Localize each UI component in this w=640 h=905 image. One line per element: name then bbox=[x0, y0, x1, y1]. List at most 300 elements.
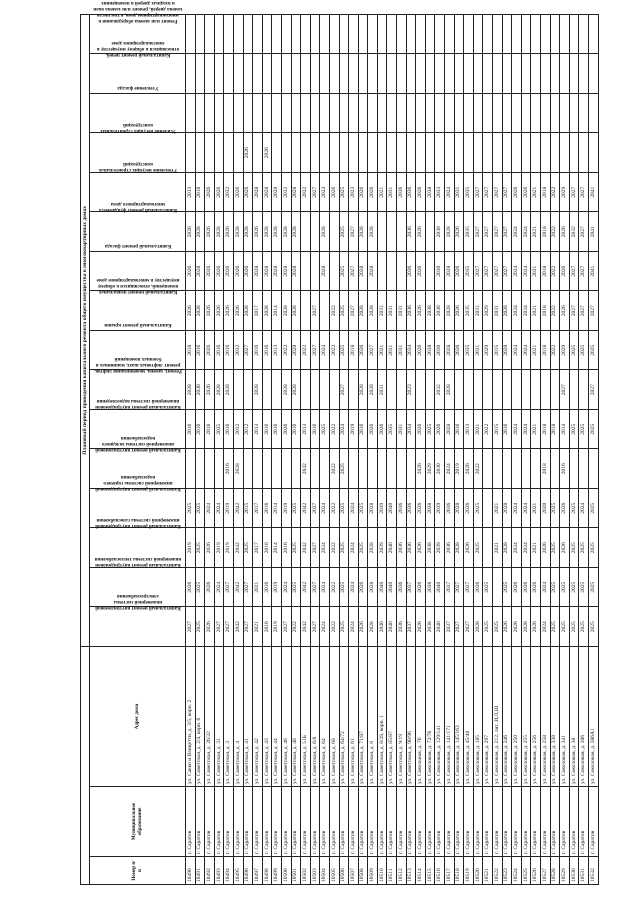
row-year-cell: 2027 bbox=[214, 607, 224, 647]
table-row bbox=[224, 14, 234, 884]
row-year-cell: 2024 bbox=[320, 488, 330, 528]
row-year-cell: 2019 bbox=[349, 409, 359, 449]
row-year-cell: 2039 bbox=[435, 528, 445, 568]
row-year-cell bbox=[339, 54, 349, 94]
row-number: 10516 bbox=[435, 857, 445, 885]
row-year-cell: 2025 bbox=[550, 567, 560, 607]
row-year-cell: 2024 bbox=[320, 567, 330, 607]
row-year-cell bbox=[329, 133, 339, 173]
header-work-label: Капитальный ремонт внутридомовой инженерной системы газоснабжения bbox=[94, 516, 181, 528]
row-year-cell: 2025 bbox=[502, 567, 512, 607]
row-year-cell bbox=[349, 14, 359, 54]
row-year-cell: 2021 bbox=[377, 330, 387, 370]
row-year-cell bbox=[186, 54, 196, 94]
row-year-cell bbox=[512, 93, 522, 133]
row-year-cell bbox=[339, 133, 349, 173]
row-municipality: г. Саратов bbox=[253, 787, 263, 857]
row-year-cell: 2025 bbox=[339, 212, 349, 252]
row-year-cell: 2027 bbox=[569, 172, 579, 212]
row-year-cell bbox=[473, 93, 483, 133]
row-year-cell: 2021 bbox=[377, 172, 387, 212]
row-year-cell bbox=[588, 133, 598, 173]
row-year-cell: 2025 bbox=[588, 409, 598, 449]
row-year-cell: 2027 bbox=[502, 172, 512, 212]
row-year-cell bbox=[445, 93, 455, 133]
row-number: 10491 bbox=[195, 857, 205, 885]
row-year-cell: 2040 bbox=[377, 607, 387, 647]
row-year-cell bbox=[397, 449, 407, 489]
row-number: 10508 bbox=[358, 857, 368, 885]
row-year-cell: 2024 bbox=[349, 528, 359, 568]
row-year-cell: 2021 bbox=[473, 409, 483, 449]
row-year-cell: 2027 bbox=[243, 607, 253, 647]
row-year-cell bbox=[329, 251, 339, 291]
row-year-cell: 2024 bbox=[512, 528, 522, 568]
row-year-cell: 2027 bbox=[349, 291, 359, 331]
row-year-cell bbox=[195, 93, 205, 133]
row-number: 10526 bbox=[531, 857, 541, 885]
row-number: 10493 bbox=[214, 857, 224, 885]
row-year-cell bbox=[301, 14, 311, 54]
row-year-cell: 2028 bbox=[262, 291, 272, 331]
row-year-cell: 2021 bbox=[531, 488, 541, 528]
row-address: ул. Соколовая, д. 45/40 bbox=[464, 646, 474, 786]
table-row bbox=[540, 14, 550, 884]
row-year-cell: 2016 bbox=[186, 409, 196, 449]
row-year-cell bbox=[445, 54, 455, 94]
row-address: ул. Советская, д. 3 bbox=[224, 646, 234, 786]
row-year-cell: 2030 bbox=[435, 291, 445, 331]
row-year-cell bbox=[358, 54, 368, 94]
row-year-cell: 2021 bbox=[531, 212, 541, 252]
row-year-cell: 2027 bbox=[186, 607, 196, 647]
row-year-cell: 2026 bbox=[521, 607, 531, 647]
row-year-cell: 2025 bbox=[579, 607, 589, 647]
row-address: ул. Соколовая, д. 256 bbox=[531, 646, 541, 786]
row-year-cell: 2026 bbox=[358, 172, 368, 212]
row-year-cell: 2019 bbox=[272, 607, 282, 647]
row-year-cell bbox=[588, 14, 598, 54]
table-row bbox=[349, 14, 359, 884]
row-year-cell: 2028 bbox=[291, 172, 301, 212]
table-row bbox=[493, 14, 503, 884]
row-year-cell bbox=[540, 93, 550, 133]
row-year-cell: 2027 bbox=[569, 291, 579, 331]
row-year-cell bbox=[569, 93, 579, 133]
row-year-cell: 2025 bbox=[588, 488, 598, 528]
row-year-cell: 2028 bbox=[502, 488, 512, 528]
row-year-cell: 2037 bbox=[406, 567, 416, 607]
row-year-cell bbox=[425, 212, 435, 252]
row-number: 10506 bbox=[339, 857, 349, 885]
row-address: ул. Советская, д. 44 bbox=[272, 646, 282, 786]
row-number: 10532 bbox=[588, 857, 598, 885]
row-year-cell: 2016 bbox=[195, 330, 205, 370]
row-year-cell bbox=[445, 14, 455, 54]
row-year-cell: 2028 bbox=[195, 291, 205, 331]
row-year-cell bbox=[272, 54, 282, 94]
row-address: ул. Соколовая, д. 145/163 bbox=[454, 646, 464, 786]
row-year-cell: 2028 bbox=[233, 449, 243, 489]
row-year-cell bbox=[195, 449, 205, 489]
row-address: ул. Соколовая, д. 341 bbox=[560, 646, 570, 786]
row-year-cell: 2026 bbox=[416, 291, 426, 331]
row-year-cell: 2027 bbox=[502, 212, 512, 252]
row-year-cell: 2027 bbox=[243, 330, 253, 370]
row-year-cell: 2031 bbox=[387, 291, 397, 331]
row-address: ул. Соколовая, д. 246 bbox=[502, 646, 512, 786]
row-year-cell: 2035 bbox=[464, 172, 474, 212]
row-year-cell: 2019 bbox=[214, 528, 224, 568]
row-year-cell: 2036 bbox=[397, 488, 407, 528]
header-work-label: Капитальный ремонт крыши bbox=[103, 322, 172, 328]
row-address: ул. Соколовая, д. 72/76 bbox=[425, 646, 435, 786]
row-year-cell: 2024 bbox=[521, 251, 531, 291]
row-address: ул. Советская, д. 42 bbox=[253, 646, 263, 786]
header-address: Адрес дома bbox=[90, 646, 186, 786]
row-year-cell: 2026 bbox=[205, 172, 215, 212]
row-year-cell: 2028 bbox=[445, 370, 455, 410]
row-year-cell bbox=[435, 14, 445, 54]
row-year-cell: 2038 bbox=[425, 567, 435, 607]
row-year-cell bbox=[387, 133, 397, 173]
rotated-table-container bbox=[80, 0, 605, 885]
row-address: ул. Советская, д. 61 bbox=[349, 646, 359, 786]
row-year-cell: 2024 bbox=[540, 607, 550, 647]
row-municipality: г. Саратов bbox=[301, 787, 311, 857]
row-year-cell: 2016 bbox=[272, 409, 282, 449]
row-year-cell: 2028 bbox=[281, 251, 291, 291]
row-year-cell: 2027 bbox=[579, 212, 589, 252]
row-year-cell bbox=[195, 54, 205, 94]
row-year-cell: 2040 bbox=[387, 488, 397, 528]
row-municipality: г. Саратов bbox=[435, 787, 445, 857]
row-municipality: г. Саратов bbox=[349, 787, 359, 857]
row-year-cell: 2024 bbox=[445, 449, 455, 489]
row-year-cell: 2024 bbox=[579, 488, 589, 528]
row-year-cell: 2027 bbox=[588, 370, 598, 410]
row-year-cell bbox=[329, 212, 339, 252]
row-year-cell bbox=[224, 133, 234, 173]
row-address: ул. Соколовая, д. 255 bbox=[521, 646, 531, 786]
row-year-cell: 2035 bbox=[464, 212, 474, 252]
row-year-cell: 2027 bbox=[310, 607, 320, 647]
row-municipality: г. Саратов bbox=[272, 787, 282, 857]
row-year-cell: 2028 bbox=[272, 172, 282, 212]
row-year-cell bbox=[406, 93, 416, 133]
row-year-cell: 2042 bbox=[301, 607, 311, 647]
row-year-cell: 2016 bbox=[224, 449, 234, 489]
row-year-cell: 2024 bbox=[349, 488, 359, 528]
row-year-cell: 2027 bbox=[569, 251, 579, 291]
row-year-cell: 2016 bbox=[224, 330, 234, 370]
row-year-cell: 2024 bbox=[521, 409, 531, 449]
table-row bbox=[464, 14, 474, 884]
row-year-cell: 2032 bbox=[281, 172, 291, 212]
row-year-cell: 2026 bbox=[205, 291, 215, 331]
header-work-label: Капитальный ремонт печей, относящихся к общему имуществу в многоквартирном доме bbox=[96, 39, 179, 57]
row-number: 10531 bbox=[579, 857, 589, 885]
row-year-cell: 2042 bbox=[233, 567, 243, 607]
row-year-cell: 2028 bbox=[445, 251, 455, 291]
row-municipality: г. Саратов bbox=[205, 787, 215, 857]
row-year-cell: 2037 bbox=[406, 607, 416, 647]
row-year-cell bbox=[387, 14, 397, 54]
table-row bbox=[368, 14, 378, 884]
row-number: 10510 bbox=[377, 857, 387, 885]
row-year-cell: 2016 bbox=[195, 409, 205, 449]
row-year-cell: 2018 bbox=[186, 330, 196, 370]
row-year-cell bbox=[291, 133, 301, 173]
row-year-cell: 2028 bbox=[262, 172, 272, 212]
row-year-cell: 2024 bbox=[320, 607, 330, 647]
row-year-cell: 2036 bbox=[406, 172, 416, 212]
row-municipality: г. Саратов bbox=[214, 787, 224, 857]
row-year-cell bbox=[301, 133, 311, 173]
row-year-cell: 2027 bbox=[579, 251, 589, 291]
header-work-label: Ремонт, замена, модернизация лифтов, ремонт лифтовых шахт, машинных и блочных помещений bbox=[93, 355, 182, 373]
row-year-cell: 2021 bbox=[531, 330, 541, 370]
row-number: 10521 bbox=[483, 857, 493, 885]
row-municipality: г. Саратов bbox=[540, 787, 550, 857]
row-year-cell bbox=[358, 93, 368, 133]
row-year-cell: 2027 bbox=[493, 251, 503, 291]
row-year-cell: 2041 bbox=[588, 251, 598, 291]
row-year-cell bbox=[377, 133, 387, 173]
row-year-cell bbox=[531, 93, 541, 133]
row-year-cell: 2016 bbox=[560, 449, 570, 489]
row-year-cell: 2025 bbox=[588, 607, 598, 647]
row-address: ул. Советская, д. 51Б bbox=[301, 646, 311, 786]
row-year-cell bbox=[301, 291, 311, 331]
row-year-cell bbox=[464, 370, 474, 410]
row-year-cell: 2021 bbox=[531, 409, 541, 449]
row-municipality: г. Саратов bbox=[310, 787, 320, 857]
row-year-cell: 2022 bbox=[550, 251, 560, 291]
row-year-cell bbox=[186, 449, 196, 489]
row-number: 10500 bbox=[281, 857, 291, 885]
row-address: ул. Советская, д. 85/87 bbox=[387, 646, 397, 786]
row-year-cell: 2027 bbox=[310, 528, 320, 568]
row-address: ул. Сакко и Ванцетти, д. 3/5, корп. 2 bbox=[186, 646, 196, 786]
row-year-cell bbox=[483, 93, 493, 133]
row-address: ул. Сокольная, д. 76 bbox=[416, 646, 426, 786]
row-municipality: г. Саратов bbox=[464, 787, 474, 857]
row-year-cell bbox=[579, 54, 589, 94]
row-year-cell bbox=[473, 54, 483, 94]
row-year-cell: 2028 bbox=[320, 212, 330, 252]
row-year-cell bbox=[281, 133, 291, 173]
header-work-0 bbox=[90, 592, 186, 647]
header-work-label: Капитальный ремонт внутридомовой инженерной системы водоотведения bbox=[94, 398, 181, 410]
group-header: Плановый период проведения капитального ремонта общего имущества в многоквартирных домах bbox=[81, 14, 90, 646]
row-year-cell: 2022 bbox=[329, 291, 339, 331]
row-year-cell: 2028 bbox=[502, 291, 512, 331]
row-year-cell: 2027 bbox=[560, 370, 570, 410]
row-address: ул. Соколовая, д. 258 bbox=[540, 646, 550, 786]
row-year-cell: 2026 bbox=[454, 291, 464, 331]
row-year-cell bbox=[349, 133, 359, 173]
row-municipality: г. Саратов bbox=[512, 787, 522, 857]
header-work-label: Капитальный ремонт внутридомовой инженерной системы горячего водоснабжения bbox=[94, 474, 181, 492]
row-year-cell: 2039 bbox=[435, 488, 445, 528]
row-year-cell: 2033 bbox=[435, 172, 445, 212]
row-year-cell bbox=[329, 93, 339, 133]
row-year-cell: 2042 bbox=[233, 488, 243, 528]
row-year-cell: 2028 bbox=[262, 251, 272, 291]
header-work-label: Утепление фасада bbox=[116, 85, 159, 91]
row-year-cell bbox=[214, 449, 224, 489]
row-year-cell bbox=[540, 133, 550, 173]
row-year-cell: 2016 bbox=[262, 409, 272, 449]
row-number: 10504 bbox=[320, 857, 330, 885]
row-year-cell: 2025 bbox=[425, 409, 435, 449]
row-address: ул. Советская, д. 31 bbox=[214, 646, 224, 786]
row-year-cell bbox=[425, 251, 435, 291]
table-row bbox=[550, 14, 560, 884]
row-year-cell: 2025 bbox=[550, 607, 560, 647]
row-year-cell: 2025 bbox=[195, 528, 205, 568]
row-year-cell: 2040 bbox=[435, 607, 445, 647]
row-year-cell: 2026 bbox=[521, 567, 531, 607]
row-year-cell: 2027 bbox=[454, 607, 464, 647]
row-year-cell: 2039 bbox=[377, 488, 387, 528]
row-year-cell: 2022 bbox=[329, 449, 339, 489]
table-row bbox=[339, 14, 349, 884]
row-number: 10509 bbox=[368, 857, 378, 885]
row-year-cell: 2010 bbox=[253, 330, 263, 370]
row-year-cell bbox=[320, 14, 330, 54]
row-year-cell: 2016 bbox=[262, 330, 272, 370]
row-year-cell bbox=[387, 54, 397, 94]
row-year-cell bbox=[540, 14, 550, 54]
row-year-cell: 2025 bbox=[588, 528, 598, 568]
row-year-cell bbox=[387, 93, 397, 133]
row-year-cell: 2028 bbox=[291, 370, 301, 410]
row-year-cell: 2027 bbox=[464, 567, 474, 607]
row-year-cell: 2026 bbox=[560, 291, 570, 331]
row-year-cell bbox=[224, 14, 234, 54]
row-year-cell: 2027 bbox=[493, 212, 503, 252]
row-number: 10514 bbox=[416, 857, 426, 885]
header-work-label: Капитальный ремонт подвальных помещений, относящихся к общему имуществу в многоквартирном доме bbox=[95, 276, 180, 294]
row-year-cell bbox=[435, 54, 445, 94]
row-year-cell bbox=[397, 54, 407, 94]
row-year-cell: 2027 bbox=[483, 251, 493, 291]
row-year-cell: 2024 bbox=[320, 172, 330, 212]
row-year-cell bbox=[397, 133, 407, 173]
row-year-cell bbox=[339, 93, 349, 133]
row-number: 10518 bbox=[454, 857, 464, 885]
row-year-cell: 2024 bbox=[540, 567, 550, 607]
row-year-cell bbox=[569, 133, 579, 173]
row-address: ул. Соколовая, д. 338 bbox=[550, 646, 560, 786]
row-year-cell: 2026 bbox=[512, 567, 522, 607]
row-year-cell: 2028 bbox=[368, 370, 378, 410]
row-year-cell: 2026 bbox=[416, 212, 426, 252]
row-year-cell: 2026 bbox=[560, 528, 570, 568]
row-year-cell: 2013 bbox=[464, 409, 474, 449]
row-year-cell: 2026 bbox=[281, 409, 291, 449]
row-year-cell: 2018 bbox=[540, 251, 550, 291]
row-year-cell: 2037 bbox=[445, 607, 455, 647]
row-year-cell: 2026 bbox=[224, 291, 234, 331]
row-year-cell bbox=[502, 133, 512, 173]
row-year-cell bbox=[291, 449, 301, 489]
row-year-cell: 2025 bbox=[550, 488, 560, 528]
row-year-cell: 2025 bbox=[579, 567, 589, 607]
row-municipality: г. Саратов bbox=[493, 787, 503, 857]
row-year-cell: 2027 bbox=[473, 251, 483, 291]
row-year-cell bbox=[368, 133, 378, 173]
row-year-cell: 2021 bbox=[531, 291, 541, 331]
row-year-cell: 2026 bbox=[560, 251, 570, 291]
row-municipality: г. Саратов bbox=[579, 787, 589, 857]
row-year-cell bbox=[310, 251, 320, 291]
row-year-cell bbox=[454, 93, 464, 133]
row-address: ул. Советская, д. 4 bbox=[233, 646, 243, 786]
row-municipality: г. Саратов bbox=[186, 787, 196, 857]
table-row bbox=[454, 14, 464, 884]
row-year-cell bbox=[493, 93, 503, 133]
row-year-cell: 2042 bbox=[301, 449, 311, 489]
row-year-cell: 2028 bbox=[253, 370, 263, 410]
row-year-cell: 2042 bbox=[233, 607, 243, 647]
row-year-cell bbox=[416, 133, 426, 173]
row-year-cell: 2027 bbox=[349, 212, 359, 252]
row-year-cell: 2039 bbox=[377, 528, 387, 568]
header-num: Номер п/п bbox=[90, 857, 186, 885]
row-year-cell: 2025 bbox=[291, 528, 301, 568]
row-year-cell bbox=[281, 93, 291, 133]
row-year-cell: 2022 bbox=[473, 449, 483, 489]
row-year-cell bbox=[454, 133, 464, 173]
row-year-cell: 2028 bbox=[243, 291, 253, 331]
row-number: 10525 bbox=[521, 857, 531, 885]
row-year-cell: 2029 bbox=[425, 449, 435, 489]
row-year-cell: 2026 bbox=[186, 567, 196, 607]
row-year-cell: 2036 bbox=[406, 528, 416, 568]
row-year-cell: 2012 bbox=[243, 409, 253, 449]
row-year-cell bbox=[464, 14, 474, 54]
row-year-cell: 2040 bbox=[387, 567, 397, 607]
row-year-cell: 2026 bbox=[243, 172, 253, 212]
row-year-cell: 2028 bbox=[445, 409, 455, 449]
row-year-cell: 2028 bbox=[291, 212, 301, 252]
row-year-cell bbox=[214, 14, 224, 54]
row-year-cell: 2024 bbox=[349, 567, 359, 607]
row-number: 10505 bbox=[329, 857, 339, 885]
row-municipality: г. Саратов bbox=[262, 787, 272, 857]
row-year-cell: 2016 bbox=[310, 409, 320, 449]
row-year-cell: 2022 bbox=[329, 409, 339, 449]
row-year-cell: 2022 bbox=[291, 607, 301, 647]
row-year-cell bbox=[473, 370, 483, 410]
row-municipality: г. Саратов bbox=[416, 787, 426, 857]
row-year-cell: 2025 bbox=[358, 488, 368, 528]
row-year-cell: 2023 bbox=[406, 370, 416, 410]
row-year-cell: 2024 bbox=[320, 330, 330, 370]
row-number: 10492 bbox=[205, 857, 215, 885]
row-year-cell bbox=[416, 370, 426, 410]
row-year-cell bbox=[243, 449, 253, 489]
row-year-cell: 2023 bbox=[349, 172, 359, 212]
row-year-cell bbox=[233, 54, 243, 94]
row-year-cell: 2026 bbox=[464, 449, 474, 489]
row-year-cell bbox=[493, 449, 503, 489]
row-municipality: г. Саратов bbox=[397, 787, 407, 857]
row-year-cell: 2027 bbox=[224, 607, 234, 647]
